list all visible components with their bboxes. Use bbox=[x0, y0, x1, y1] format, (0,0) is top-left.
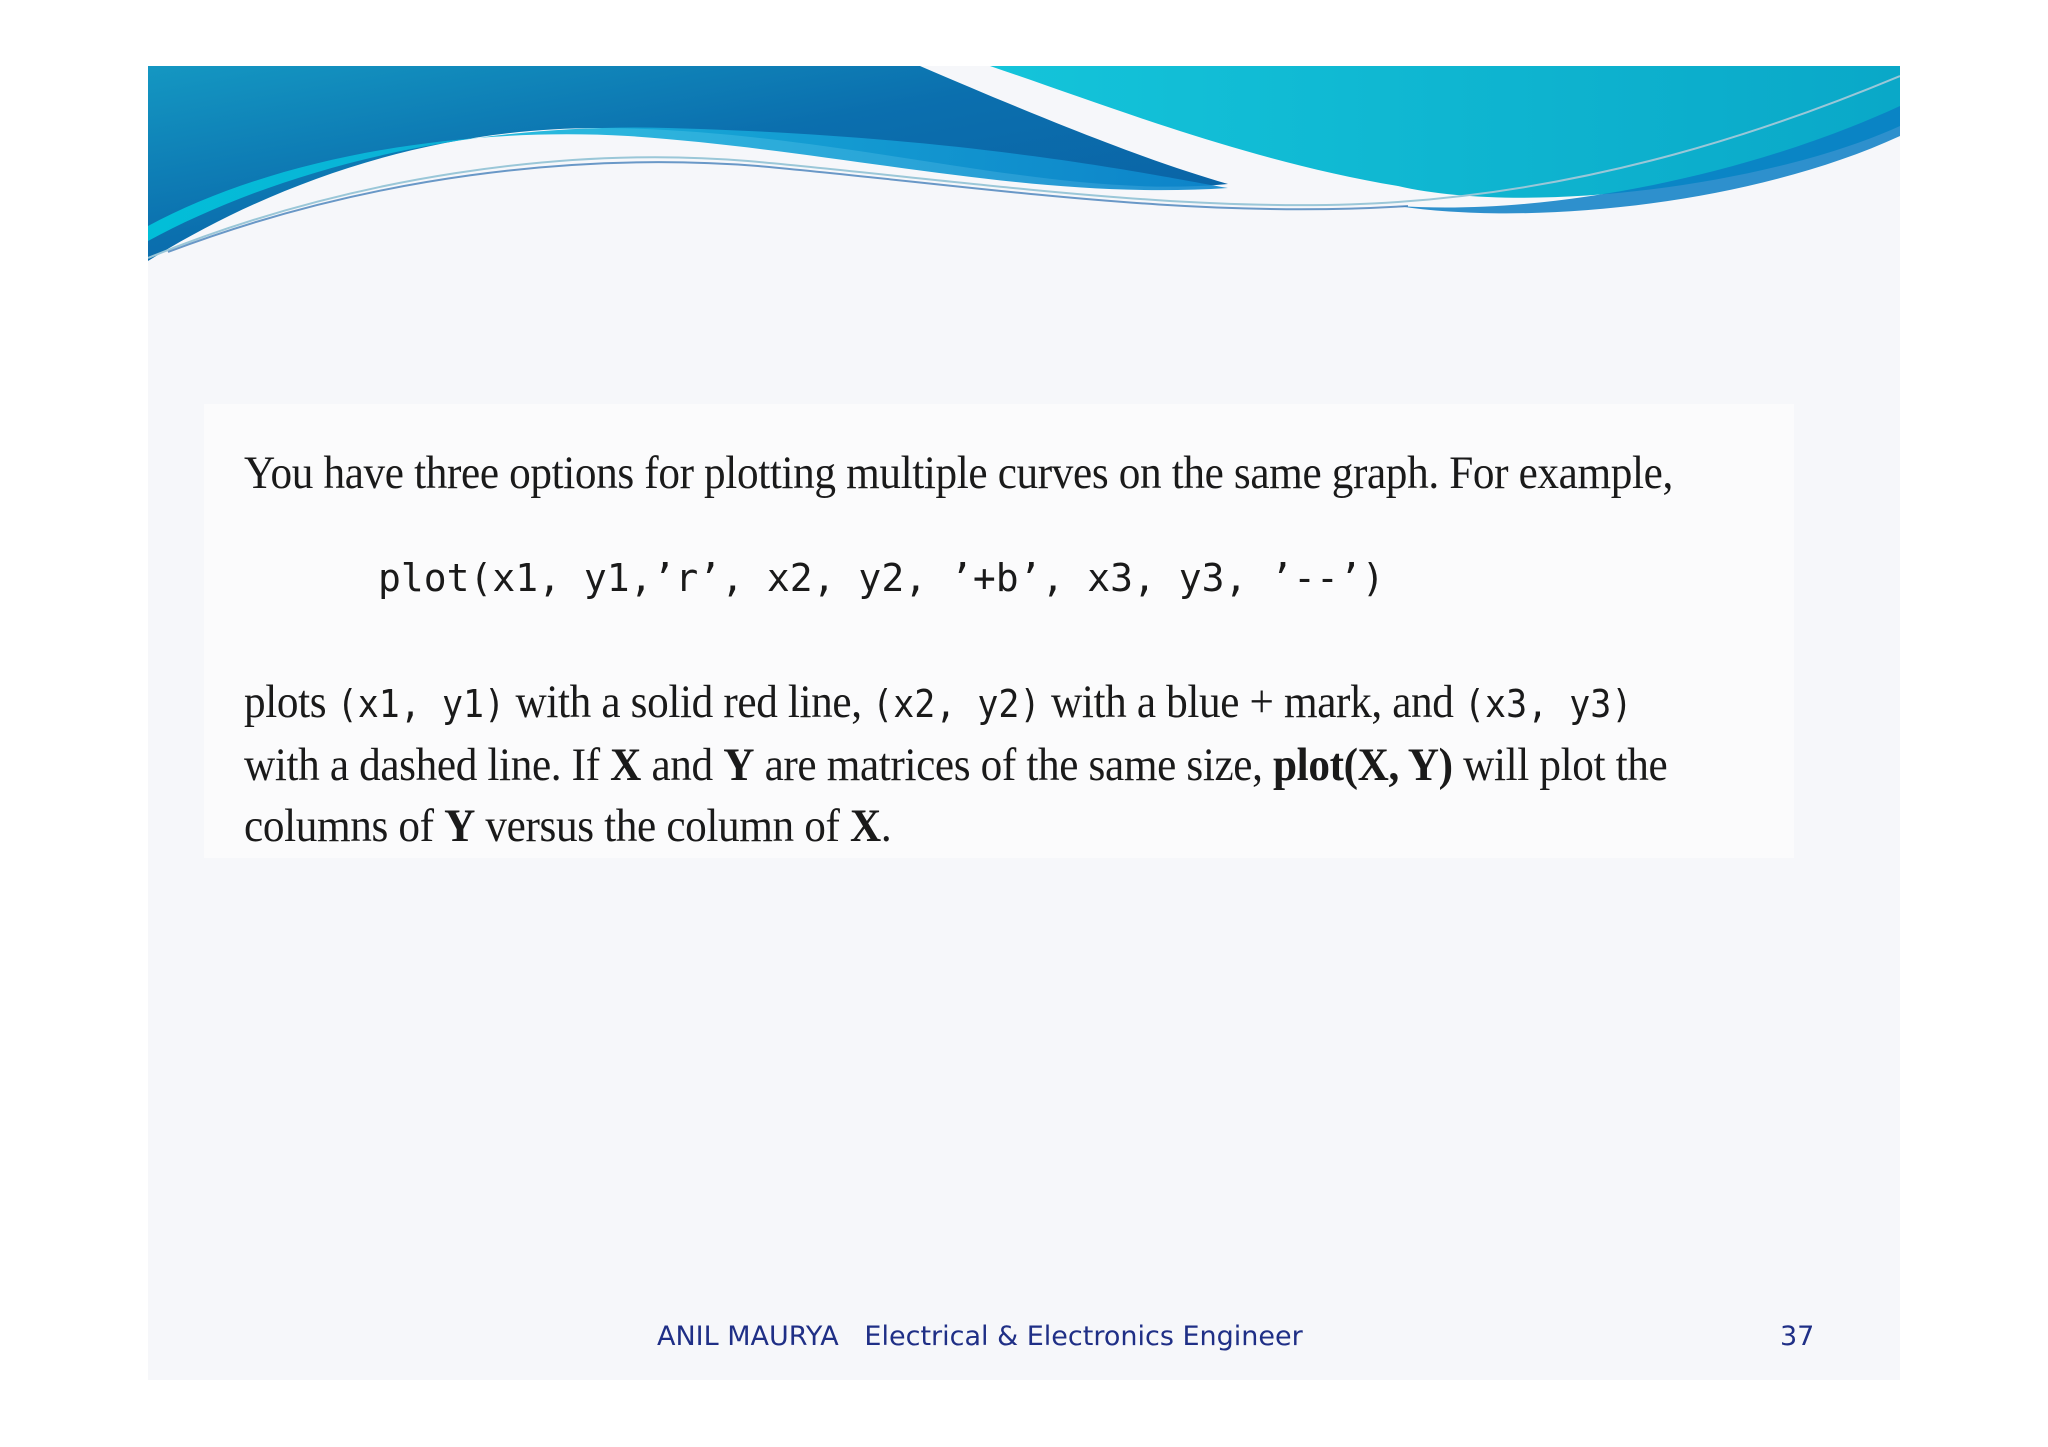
bold-term: plot(X, Y) bbox=[1272, 739, 1453, 791]
bold-term: Y bbox=[723, 739, 755, 791]
explanation-paragraph bbox=[244, 672, 1667, 857]
footer-author: ANIL MAURYA Electrical & Electronics Engineer bbox=[657, 1321, 1303, 1352]
inline-code: (x1, y1) bbox=[336, 682, 506, 726]
banner-curve-line-2 bbox=[168, 162, 1408, 252]
bold-term: X bbox=[849, 800, 881, 852]
inline-code: (x2, y2) bbox=[872, 682, 1041, 726]
code-line: plot(x1, y1,’r’, x2, y2, ’+b’, x3, y3, ’--’) bbox=[378, 556, 1385, 600]
header-wave-banner bbox=[148, 66, 1900, 276]
bold-term: Y bbox=[444, 800, 475, 852]
slide bbox=[148, 66, 1900, 1380]
explanation-line-2: with a dashed line. If X and Y are matrices of the same size, plot(X, Y) will plot the bbox=[244, 739, 1668, 791]
page-number: 37 bbox=[1780, 1321, 1815, 1352]
explanation-line-3: columns of Y versus the column of X. bbox=[244, 800, 892, 852]
explanation-line-1: plots (x1, y1) with a solid red line, (x2, y2) with a blue + mark, and (x3, y3) bbox=[244, 676, 1633, 728]
inline-code: (x3, y3) bbox=[1463, 682, 1633, 726]
intro-text: You have three options for plotting multiple curves on the same graph. For example, bbox=[244, 447, 1673, 499]
bold-term: X bbox=[610, 739, 642, 791]
content-image bbox=[204, 404, 1794, 858]
